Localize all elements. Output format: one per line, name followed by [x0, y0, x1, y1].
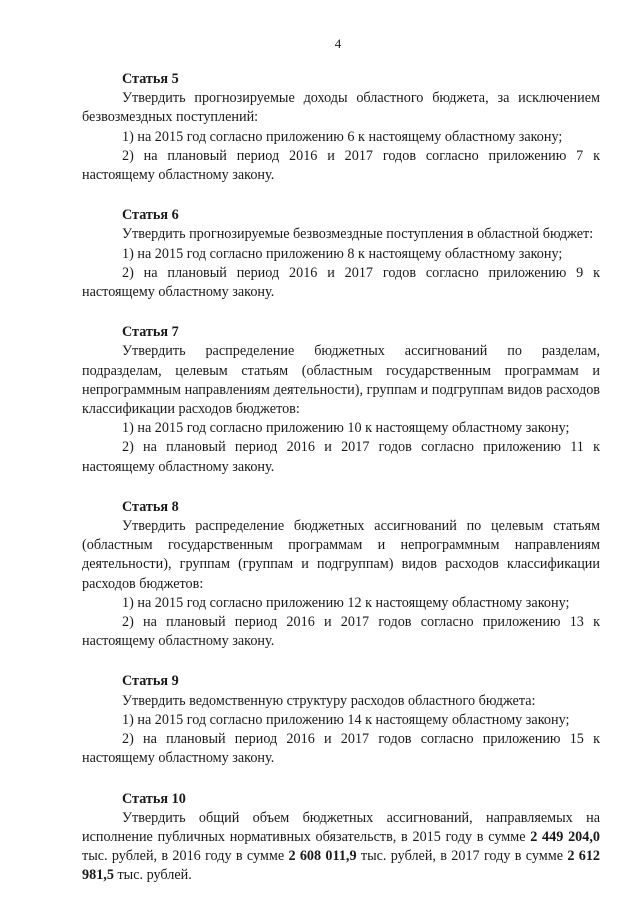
text-part: Утвердить общий объем бюджетных ассигнований, направляемых на исполнение публичных нормативных обязательств, в 2015 году в сумме: [82, 809, 600, 845]
amount-2016: 2 608 011,9: [288, 848, 357, 865]
article-title: Статья 10: [122, 790, 186, 807]
article-intro: Утвердить ведомственную структуру расходов областного бюджета:: [122, 692, 536, 709]
article-5: [82, 70, 600, 185]
article-item-1: 1) на 2015 год согласно приложению 12 к настоящему областному закону;: [122, 594, 570, 611]
article-item-1: 1) на 2015 год согласно приложению 14 к настоящему областному закону;: [122, 711, 570, 728]
article-10: [82, 790, 600, 886]
article-8: [82, 498, 600, 652]
article-7: [82, 323, 600, 477]
article-item-2: 2) на плановый период 2016 и 2017 годов согласно приложению 11 к настоящему областному закону.: [82, 439, 600, 475]
article-6: [82, 206, 600, 302]
article-item-1: 1) на 2015 год согласно приложению 10 к настоящему областному закону;: [122, 420, 570, 437]
article-title: Статья 9: [122, 673, 179, 690]
article-item-2: 2) на плановый период 2016 и 2017 годов согласно приложению 15 к настоящему областному закону.: [82, 731, 600, 767]
article-item-1: 1) на 2015 год согласно приложению 8 к настоящему областному закону;: [122, 245, 563, 262]
article-item-2: 2) на плановый период 2016 и 2017 годов согласно приложению 13 к настоящему областному закону.: [82, 614, 600, 650]
article-item-2: 2) на плановый период 2016 и 2017 годов согласно приложению 9 к настоящему областному закону.: [82, 264, 600, 301]
amount-2017: 2 612 981,5: [82, 848, 601, 884]
text-part: тыс. рублей.: [113, 867, 192, 884]
article-title: Статья 8: [122, 498, 179, 515]
article-title: Статья 6: [122, 207, 179, 224]
amount-2015: 2 449 204,0: [530, 828, 600, 845]
document-body: [82, 70, 600, 907]
text-part: тыс. рублей, в 2016 году в сумме: [82, 848, 289, 865]
article-9: [82, 672, 600, 768]
article-intro: Утвердить распределение бюджетных ассигнований по разделам, подразделам, целевым статьям (областным государственным программам и непрограммным направлениям деятельности), группам и подгруппам видов расходов классификации расходов бюджетов:: [82, 343, 600, 418]
page-number: 4: [334, 36, 342, 51]
article-intro: Утвердить прогнозируемые безвозмездные поступления в областной бюджет:: [122, 226, 594, 243]
text-part: тыс. рублей, в 2017 году в сумме: [356, 848, 568, 865]
article-title: Статья 5: [122, 71, 179, 87]
article-item-2: 2) на плановый период 2016 и 2017 годов согласно приложению 7 к настоящему областному закону.: [82, 147, 600, 184]
article-item-1: 1) на 2015 год согласно приложению 6 к настоящему областному закону;: [122, 128, 563, 145]
article-intro: Утвердить прогнозируемые доходы областного бюджета, за исключением безвозмездных поступлений:: [82, 90, 600, 126]
article-intro: Утвердить распределение бюджетных ассигнований по целевым статьям (областным государственным программам и непрограммным направлениям деятельности), группам (группам и подгруппам) видов расходов классификации расходов бюджетов:: [82, 518, 600, 592]
article-title: Статья 7: [122, 324, 179, 341]
article-text: [82, 809, 600, 886]
